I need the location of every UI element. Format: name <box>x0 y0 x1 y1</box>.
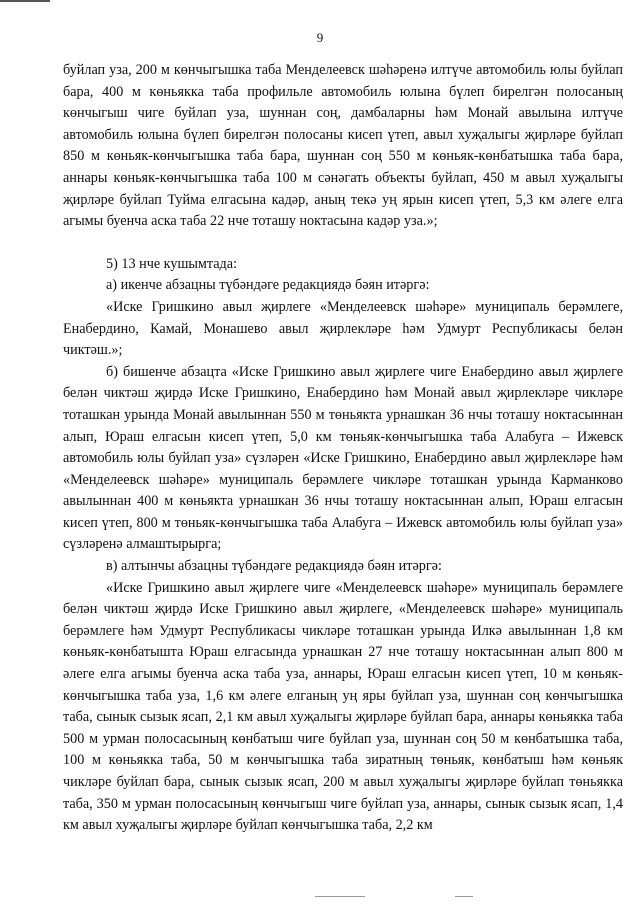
bottom-mark <box>315 896 365 897</box>
paragraph-subitem-v: в) алтынчы абзацны түбәндәге редакциядә бәян итәргә: <box>106 558 442 575</box>
document-body <box>63 60 623 837</box>
paragraph-subitem-b: б) бишенче абзацта «Иске Гришкино авыл җирлеге чиге Енабердино авыл җирлеге белән чиктәш җирдә Иске Гришкино, Енабердино һәм Монай авыл җирлекләре чикләре тоташкан урында Монай авылыннан 550 м төньякта урнашкан 36 нчы тоташу ноктасыннан алып, Юраш елгасын кисеп үтеп, 5,0 км төньяк-көнчыгышка таба Алабуга – Ижевск автомобиль юлы буйлап уза» сүзләрен «Иске Гришкино, Енабердино авыл җирлекләре һәм «Менделеевск шәһәре» муниципаль берәмлеге чикләре тоташкан урында Карманково авылыннан 400 м көньякта урнашкан 36 нчы тоташу ноктасыннан алып, Юраш елгасын кисеп үтеп, 800 м төньяк-көнчыгышка таба Алабуга – Ижевск автомобиль юлы буйлап уза» сүзләренә алмаштырырга; <box>63 363 623 553</box>
paragraph-quote-a: «Иске Гришкино авыл җирлеге «Менделеевск шәһәре» муниципаль берәмлеге, Енабердино, Камай, Монашево авыл җирлекләре һәм Удмурт Республикасы белән чиктәш.»; <box>63 298 623 359</box>
page-number: 9 <box>316 30 324 45</box>
paragraph-gap <box>63 233 623 254</box>
bottom-mark <box>455 896 473 897</box>
top-edge-rule <box>0 0 50 2</box>
paragraph-quote-v: «Иске Гришкино авыл җирлеге чиге «Менделеевск шәһәре» муниципаль берәмлеге белән чиктәш җирдә Иске Гришкино авыл җирлеге, «Менделеевск шәһәре» муниципаль берәмлеге һәм Удмурт Республикасы чикләре тоташкан урында Илкә авылыннан 1,8 км көньяк-көнбатышта Юраш елгасында урнашкан 27 нче тоташу ноктасыннан алып 800 м әлеге елга агымы буенча аска таба уза, аннары, Юраш елгасын кисеп үтеп, 10 м көньяк-көнчыгышка таба уза, 1,6 км әлеге елганың уң яры буйлап уза, шуннан соң көнчыгышка таба, сынык сызык ясап, 2,1 км авыл хуҗалыгы җирләре буйлап бара, аннары көньякка таба 500 м урман полосасының көнбатыш чиге буйлап уза, шуннан соң 50 м көнбатышка таба, 100 м көньякка таба, 50 м көнчыгышка таба зиратның төньяк, көнбатыш һәм көньяк чикләре буйлап бара, сынык сызык ясап, 200 м авыл хуҗалыгы җирләре буйлап төньякка таба, 350 м урман полосасының көнчыгыш чиге буйлап уза, аннары, сынык сызык ясап, 1,4 км авыл хуҗалыгы җирләре буйлап көнчыгышка таба, 2,2 км <box>63 579 623 834</box>
paragraph-continuation: буйлап уза, 200 м көнчыгышка таба Менделеевск шәһәренә илтүче автомобиль юлы буйлап бара, 400 м көньякка таба профильле автомобиль юлына бүлеп бирелгән полосаның көнчыгыш чиге буйлап уза, шуннан соң, дамбаларны һәм Монай авылына илтүче автомобиль юлына бүлеп бирелгән полосаны кисеп үтеп, авыл хуҗалыгы җирләре буйлап 850 м көньяк-көнчыгышка таба бара, шуннан соң 550 м көньяк-көнбатышка таба бара, аннары көньяк-көнчыгышка таба 100 м сәнәгать объекты буйлап, 450 м авыл хуҗалыгы җирләре буйлап Туйма елгасына кадәр, аның текә уң ярын кисеп үтеп, 5,3 км әлеге елга агымы буенча аска таба 22 нче тоташу ноктасына кадәр уза.»; <box>63 62 623 230</box>
paragraph-item-5: 5) 13 нче кушымтада: <box>106 255 238 272</box>
paragraph-subitem-a: а) икенче абзацны түбәндәге редакциядә бәян итәргә: <box>106 277 430 294</box>
